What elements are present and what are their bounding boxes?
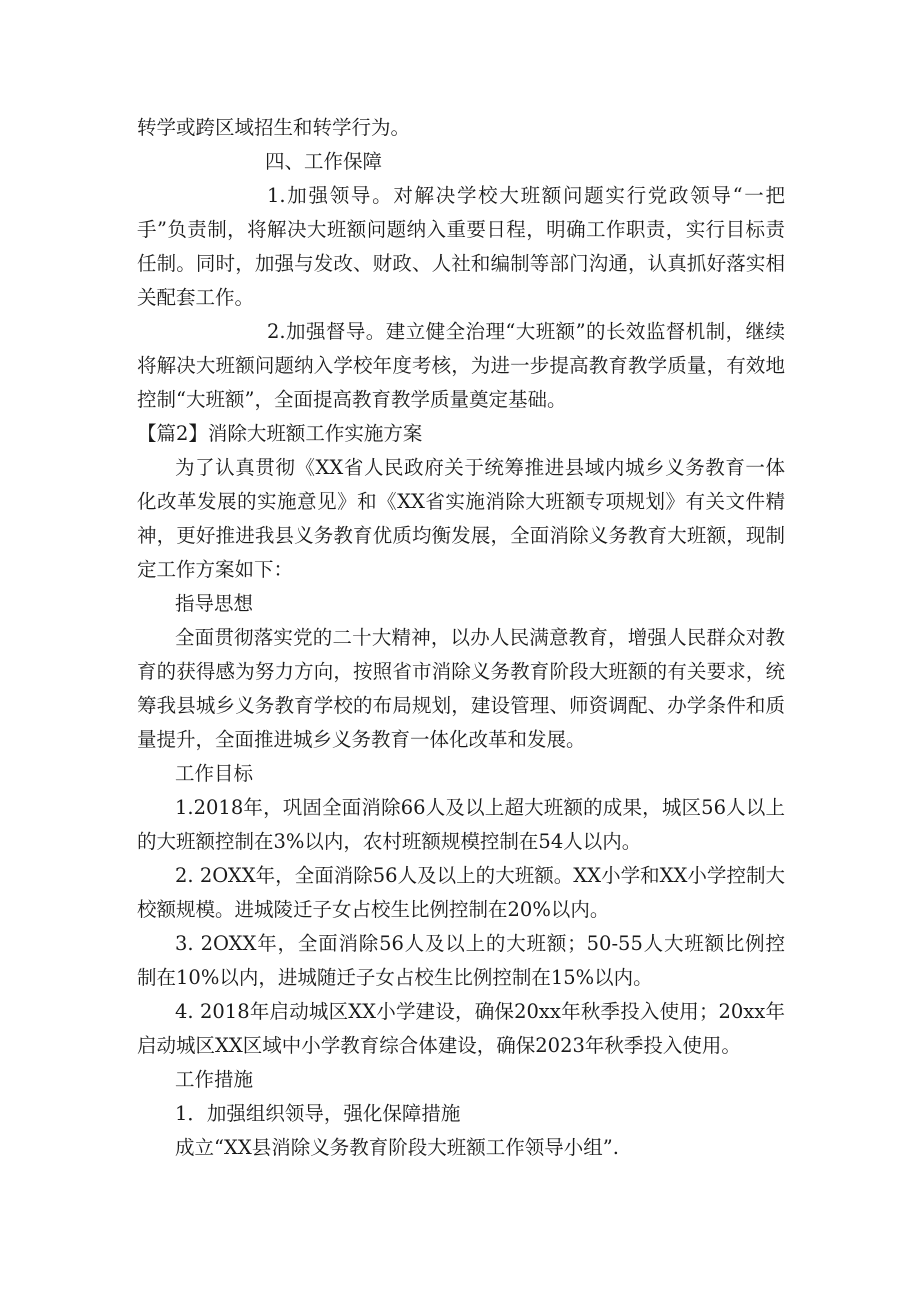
goal-item-2: 2. 2OXX年，全面消除56人及以上的大班额。XX小学和XX小学控制大校额规模。进城陵迁子女占校生比例控制在20%以内。	[137, 864, 785, 921]
paragraph-guiding-ideology: 全面贯彻落实党的二十大精神，以办人民满意教育，增强人民群众对教育的获得感为努力方向，按照省市消除义务教育阶段大班额的有关要求，统筹我县城乡义务教育学校的布局规划，建设管理、师资调配、办学条件和质量提升，全面推进城乡义务教育一体化改革和发展。	[137, 626, 785, 751]
article-title: 【篇2】消除大班额工作实施方案	[137, 422, 423, 445]
goal-item-1: 1.2018年，巩固全面消除66人及以上超大班额的成果，城区56人以上的大班额控制在3%以内，农村班额规模控制在54人以内。	[137, 796, 785, 853]
paragraph-leading-group: 成立“XX县消除义务教育阶段大班额工作领导小组”.	[175, 1136, 619, 1159]
paragraph-continuation: 转学或跨区域招生和转学行为。	[137, 116, 411, 139]
section-heading-work-guarantee: 四、工作保障	[265, 150, 383, 173]
paragraph-strengthen-leadership: 1.加强领导。对解决学校大班额问题实行党政领导“一把手”负责制，将解决大班额问题纳入重要日程，明确工作职责，实行目标责任制。同时，加强与发改、财政、人社和编制等部门沟通，认真抓好落实相关配套工作。	[137, 184, 785, 309]
goal-item-4: 4. 2018年启动城区XX小学建设，确保20xx年秋季投入使用；20xx年启动城区XX区域中小学教育综合体建设，确保2023年秋季投入使用。	[137, 1000, 785, 1057]
heading-work-measures: 工作措施	[175, 1068, 254, 1091]
heading-work-goals: 工作目标	[175, 762, 254, 785]
paragraph-intro: 为了认真贯彻《XX省人民政府关于统筹推进县域内城乡义务教育一体化改革发展的实施意见》和《XX省实施消除大班额专项规划》有关文件精神，更好推进我县义务教育优质均衡发展，全面消除义务教育大班额，现制定工作方案如下：	[137, 456, 785, 581]
measure-item-1: 1．加强组织领导，强化保障措施	[175, 1102, 461, 1125]
paragraph-strengthen-supervision: 2.加强督导。建立健全治理“大班额”的长效监督机制，继续将解决大班额问题纳入学校年度考核，为进一步提高教育教学质量，有效地控制“大班额”，全面提高教育教学质量奠定基础。	[137, 320, 785, 411]
heading-guiding-ideology: 指导思想	[175, 592, 254, 615]
goal-item-3: 3. 2OXX年，全面消除56人及以上的大班额；50-55人大班额比例控制在10%以内，进城随迁子女占校生比例控制在15%以内。	[137, 932, 785, 989]
